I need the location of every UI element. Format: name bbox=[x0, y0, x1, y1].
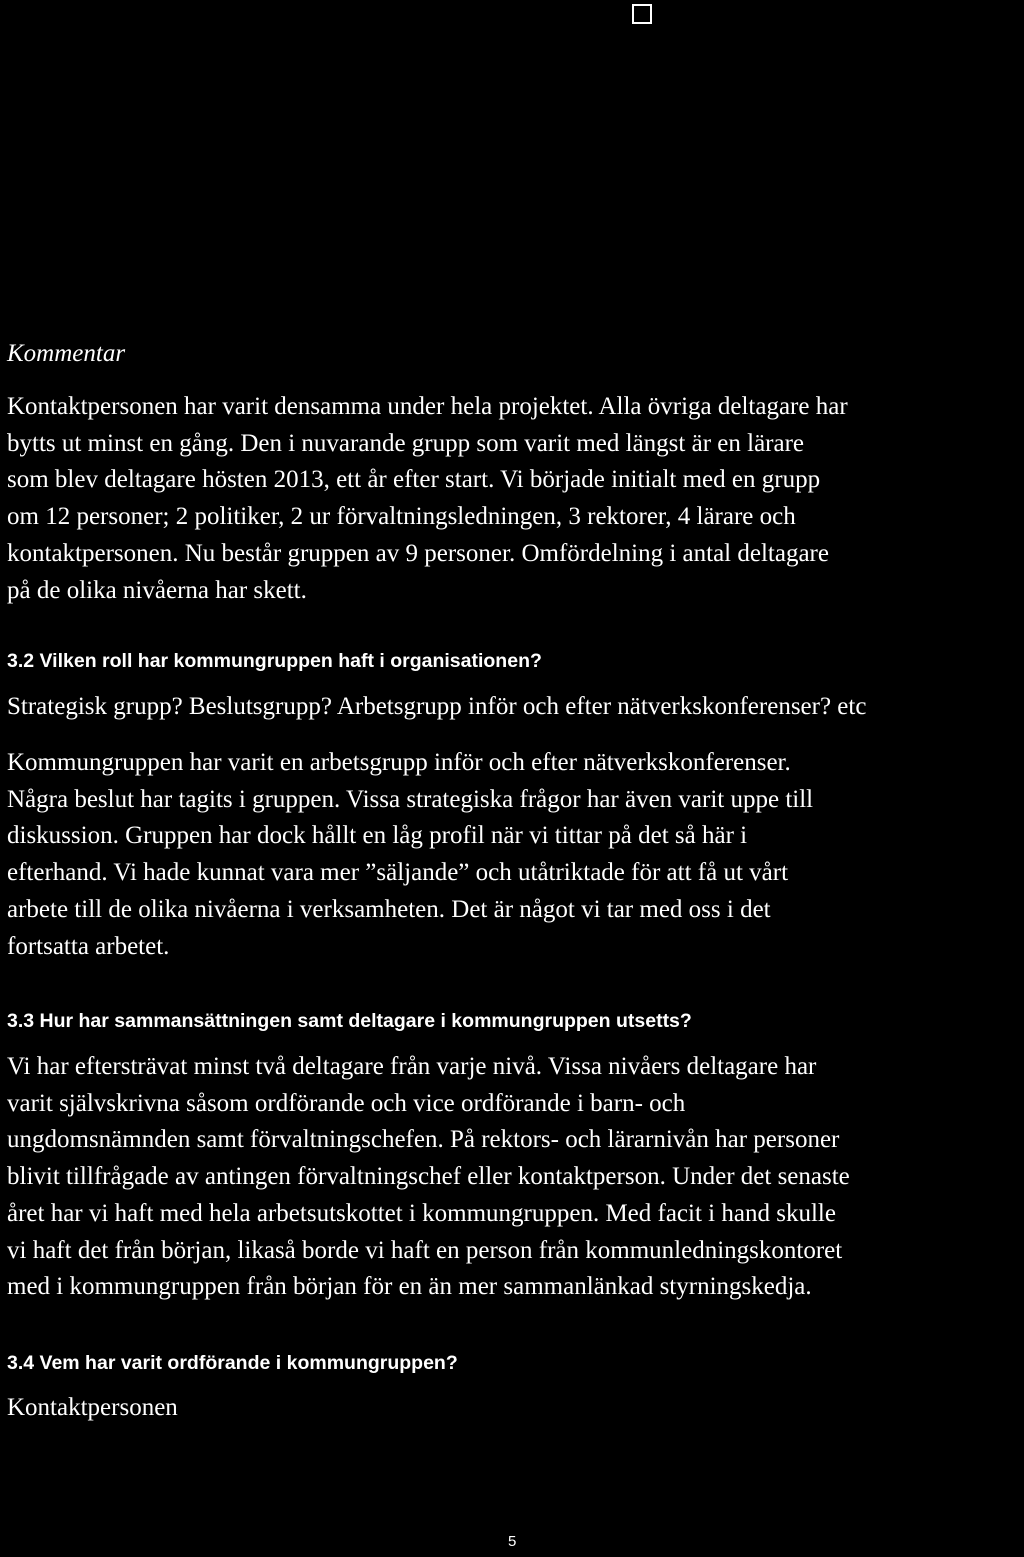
text-line: om 12 personer; 2 politiker, 2 ur förvaltningsledningen, 3 rektorer, 4 lärare och bbox=[7, 503, 796, 531]
text-line: som blev deltagare hösten 2013, ett år efter start. Vi började initialt med en grupp bbox=[7, 466, 821, 494]
comment-body bbox=[7, 389, 1017, 609]
text-line: bytts ut minst en gång. Den i nuvarande grupp som varit med längst är en lärare bbox=[7, 429, 805, 457]
text-line: Vi har eftersträvat minst två deltagare från varje nivå. Vissa nivåers deltagare har bbox=[7, 1053, 817, 1080]
text-line: ungdomsnämnden samt förvaltningschefen. På rektors- och lärarnivån har personer bbox=[7, 1126, 840, 1154]
question-3-3-answer bbox=[7, 1049, 1017, 1306]
question-3-2-answer bbox=[7, 745, 1017, 965]
section-heading: 3.4 Vem har varit ordförande i kommungruppen? bbox=[7, 1352, 458, 1374]
question-3-4 bbox=[7, 1352, 1017, 1375]
text-line: kontaktpersonen. Nu består gruppen av 9 personer. Omfördelning i antal deltagare bbox=[7, 539, 829, 567]
text-line: efterhand. Vi hade kunnat vara mer ”säljande” och utåtriktade för att få ut vårt bbox=[7, 859, 789, 887]
text-line: Kommungruppen har varit en arbetsgrupp inför och efter nätverkskonferenser. bbox=[7, 749, 791, 776]
comment-section bbox=[7, 340, 1017, 368]
text-line: på de olika nivåerna har skett. bbox=[7, 576, 307, 604]
question-3-4-answer bbox=[7, 1390, 1017, 1427]
page-number: 5 bbox=[508, 1533, 517, 1550]
text-line: diskussion. Gruppen har dock hållt en låg profil när vi tittar på det så här i bbox=[7, 822, 748, 850]
text-line: Strategisk grupp? Beslutsgrupp? Arbetsgrupp inför och efter nätverkskonferenser? etc bbox=[7, 693, 867, 720]
answer-paragraph bbox=[7, 745, 1017, 965]
text-line: varit självskrivna såsom ordförande och vice ordförande i barn- och bbox=[7, 1089, 686, 1117]
question-3-3 bbox=[7, 1010, 1017, 1033]
text-line: vi haft det från början, likaså borde vi haft en person från kommunledningskontoret bbox=[7, 1236, 843, 1264]
answer-paragraph bbox=[7, 1049, 1017, 1306]
prompt-text bbox=[7, 689, 1017, 726]
comment-heading: Kommentar bbox=[7, 340, 126, 367]
text-line: Kontaktpersonen har varit densamma under hela projektet. Alla övriga deltagare har bbox=[7, 393, 848, 420]
section-heading: 3.3 Hur har sammansättningen samt deltagare i kommungruppen utsetts? bbox=[7, 1010, 692, 1032]
text-line: Några beslut har tagits i gruppen. Vissa strategiska frågor har även varit uppe till bbox=[7, 785, 814, 813]
text-line: Kontaktpersonen bbox=[7, 1394, 178, 1421]
section-heading: 3.2 Vilken roll har kommungruppen haft i organisationen? bbox=[7, 650, 542, 672]
text-line: med i kommungruppen från början för en än mer sammanlänkad styrningskedja. bbox=[7, 1273, 812, 1301]
answer-paragraph bbox=[7, 1390, 1017, 1427]
question-3-2-subline bbox=[7, 689, 1017, 726]
checkbox-icon[interactable] bbox=[632, 4, 652, 24]
text-line: fortsatta arbetet. bbox=[7, 932, 170, 960]
text-line: blivit tillfrågade av antingen förvaltningschef eller kontaktperson. Under det senaste bbox=[7, 1163, 850, 1191]
text-line: året har vi haft med hela arbetsutskottet i kommungruppen. Med facit i hand skulle bbox=[7, 1199, 836, 1227]
comment-paragraph bbox=[7, 389, 1017, 609]
text-line: arbete till de olika nivåerna i verksamheten. Det är något vi tar med oss i det bbox=[7, 895, 771, 923]
question-3-2 bbox=[7, 650, 1017, 673]
